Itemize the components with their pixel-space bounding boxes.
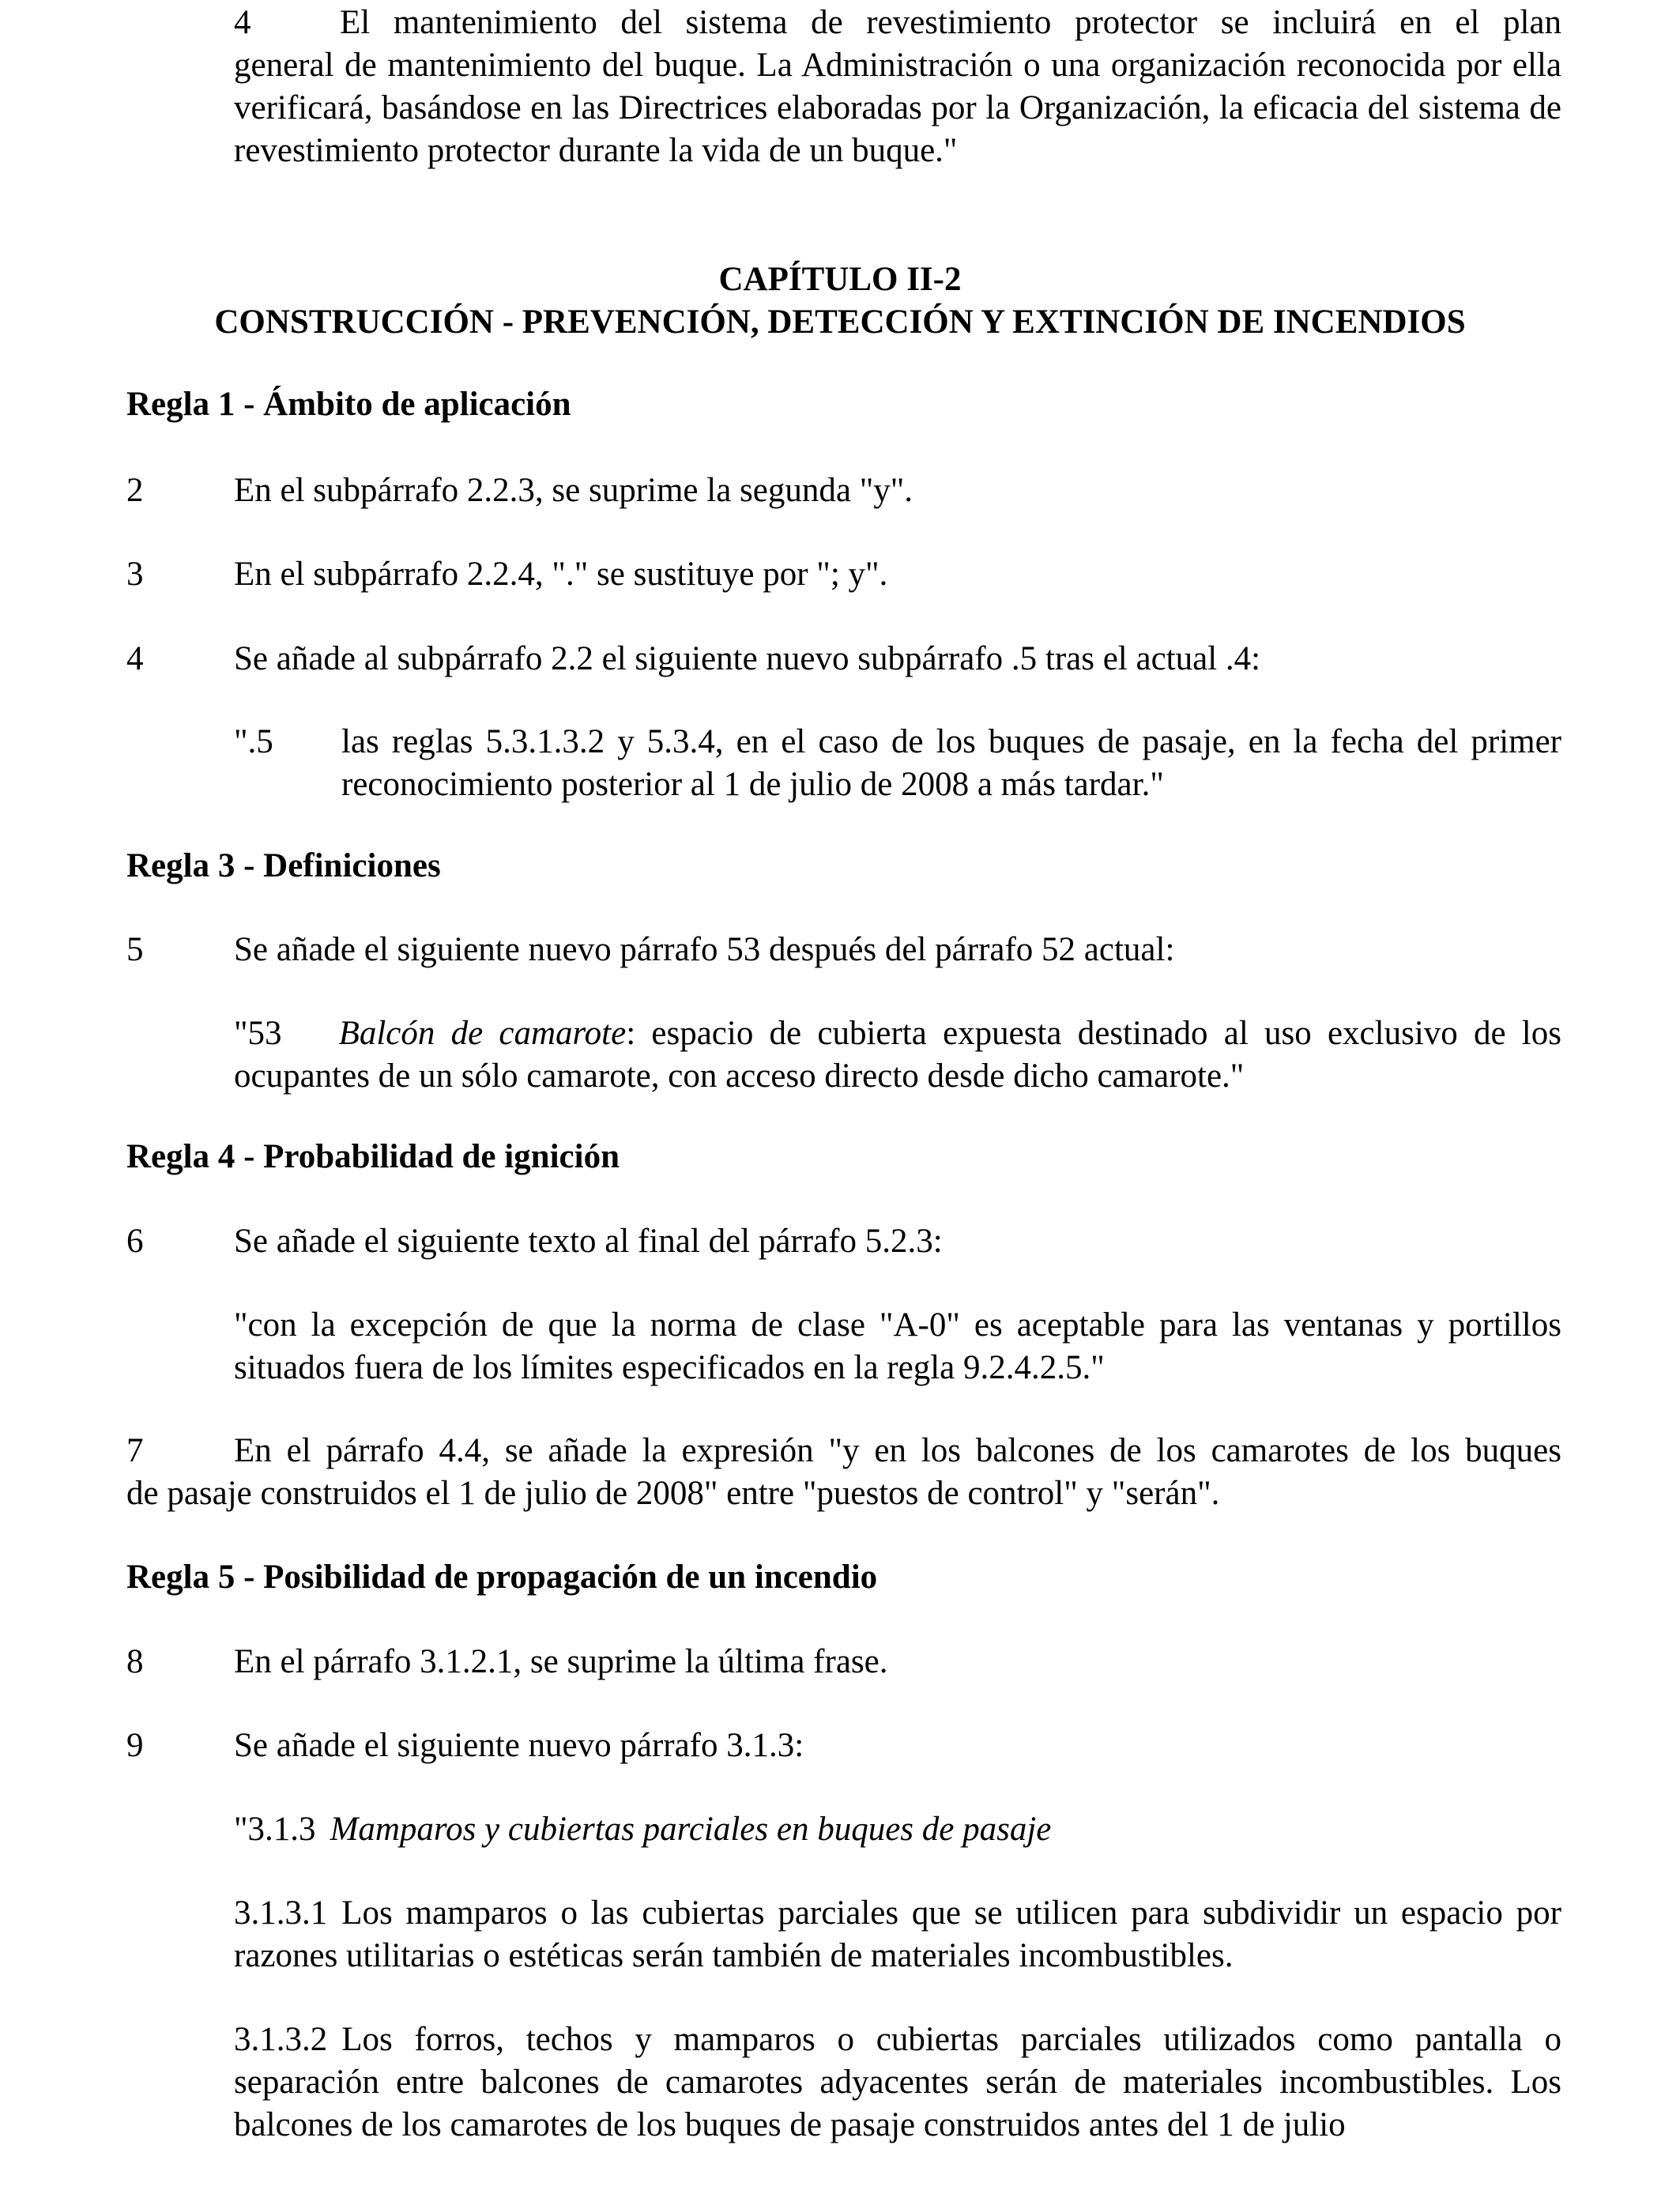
chapter-title: CAPÍTULO II-2 xyxy=(718,261,962,298)
paragraph-text: Se añade el siguiente nuevo párrafo 3.1.3: xyxy=(234,1727,804,1764)
paragraph-number: 4 xyxy=(234,4,251,41)
subparagraph-text: Los forros, techos y mamparos o cubiertas parciales utilizados como pantalla o separación entre balcones de camarotes adyacentes serán de materiales incombustibles. Los balcones de los camarotes de los buques de pasaje construidos antes del 1 de julio xyxy=(234,2021,1561,2143)
paragraph-text: Se añade el siguiente texto al final del párrafo 5.2.3: xyxy=(234,1223,943,1260)
section-heading: Regla 3 - Definiciones xyxy=(126,847,441,884)
quote-label: "53 xyxy=(234,1015,282,1052)
paragraph-number: 7 xyxy=(126,1432,144,1469)
subparagraph-label: 3.1.3.2 xyxy=(234,2021,328,2058)
quote-label: ".5 xyxy=(234,723,273,760)
paragraph-number: 4 xyxy=(126,640,144,677)
paragraph-number: 5 xyxy=(126,931,144,968)
paragraph-number: 6 xyxy=(126,1223,144,1260)
paragraph-first-line: El mantenimiento del sistema de revestimiento protector se incluirá en el plan xyxy=(340,4,1561,41)
paragraph-text: En el párrafo 3.1.2.1, se suprime la última frase. xyxy=(234,1643,888,1680)
section-heading: Regla 1 - Ámbito de aplicación xyxy=(126,386,571,423)
paragraph-text: En el subpárrafo 2.2.3, se suprime la segunda "y". xyxy=(234,472,913,509)
paragraph-number: 2 xyxy=(126,472,144,509)
paragraph-number: 9 xyxy=(126,1727,144,1764)
quote-label: "3.1.3 xyxy=(234,1811,316,1848)
definition-quote xyxy=(234,1012,1561,1098)
quote-text: : espacio de cubierta expuesta destinado al uso exclusivo de los ocupantes de un sólo camarote, con acceso directo desde dicho camarote." xyxy=(234,1015,1561,1095)
paragraph-text: de pasaje construidos el 1 de julio de 2008" entre "puestos de control" y "serán". xyxy=(126,1475,1220,1512)
paragraph-number: 8 xyxy=(126,1643,144,1680)
quote-text: "con la excepción de que la norma de clase "A-0" es aceptable para las ventanas y portillos situados fuera de los límites especificados en la regla 9.2.4.2.5." xyxy=(234,1306,1561,1386)
paragraph-text: Se añade el siguiente nuevo párrafo 53 después del párrafo 52 actual: xyxy=(234,931,1175,968)
subparagraph xyxy=(234,2019,1561,2147)
subsection-title: Mamparos y cubiertas parciales en buques de pasaje xyxy=(330,1811,1052,1848)
section-heading: Regla 4 - Probabilidad de ignición xyxy=(126,1138,620,1175)
subparagraph-text: Los mamparos o las cubiertas parciales que se utilicen para subdividir un espacio por razones utilitarias o estéticas serán también de materiales incombustibles. xyxy=(234,1894,1561,1974)
quote-text: las reglas 5.3.1.3.2 y 5.3.4, en el caso de los buques de pasaje, en la fecha del primer reconocimiento posterior al 1 de julio de 2008 a más tardar." xyxy=(341,723,1561,803)
paragraph-text: Se añade al subpárrafo 2.2 el siguiente nuevo subpárrafo .5 tras el actual .4: xyxy=(234,640,1261,677)
subsection-title-quote xyxy=(234,1808,1561,1851)
paragraph-text: En el subpárrafo 2.2.4, "." se sustituye por "; y". xyxy=(234,556,888,593)
section-heading: Regla 5 - Posibilidad de propagación de un incendio xyxy=(126,1559,878,1596)
subparagraph-label: 3.1.3.1 xyxy=(234,1894,328,1932)
defined-term: Balcón de camarote xyxy=(338,1015,627,1052)
paragraph-number: 3 xyxy=(126,556,144,593)
subparagraph xyxy=(234,1892,1561,1977)
chapter-subtitle: CONSTRUCCIÓN - PREVENCIÓN, DETECCIÓN Y EXTINCIÓN DE INCENDIOS xyxy=(214,303,1466,341)
paragraph-text: general de mantenimiento del buque. La Administración o una organización reconocida por ella verificará, basándose en las Directrices elaboradas por la Organización, la eficacia del sistema de revestimiento protector durante la vida de un buque." xyxy=(234,47,1561,169)
paragraph-first-line: En el párrafo 4.4, se añade la expresión "y en los balcones de los camarotes de los buques xyxy=(234,1432,1561,1469)
